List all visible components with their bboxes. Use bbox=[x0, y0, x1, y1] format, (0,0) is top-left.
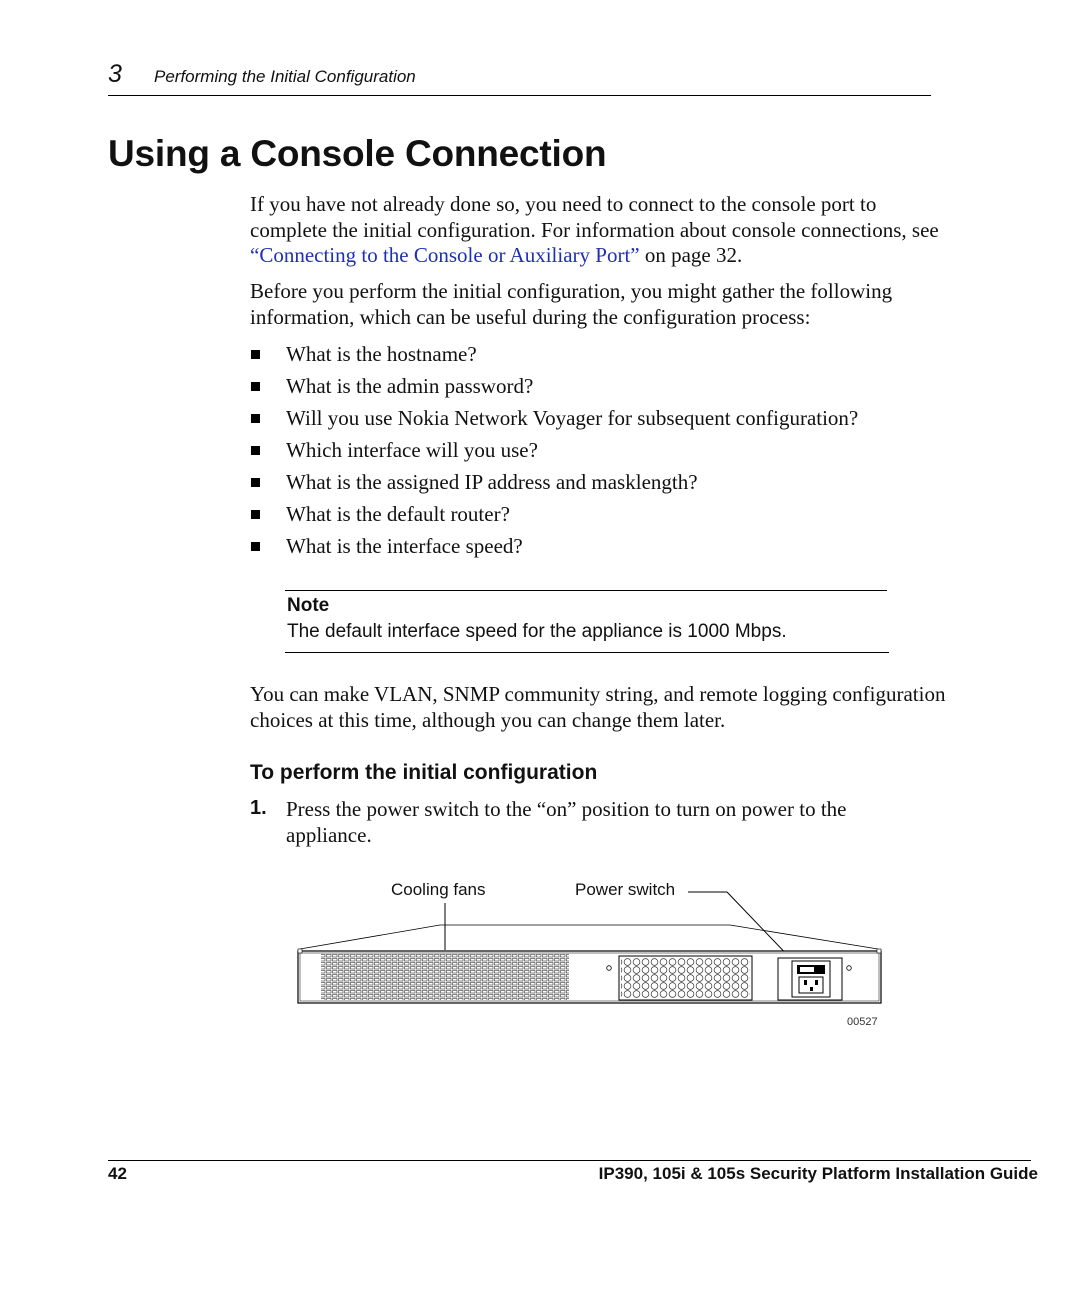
chapter-title: Performing the Initial Configuration bbox=[154, 67, 416, 86]
list-item: Will you use Nokia Network Voyager for subsequent configuration? bbox=[250, 406, 950, 438]
console-port-link[interactable]: “Connecting to the Console or Auxiliary Port” bbox=[250, 243, 640, 267]
figure-id: 00527 bbox=[847, 1016, 878, 1028]
note-bottom-rule bbox=[285, 652, 889, 653]
power-switch-label: Power switch bbox=[575, 880, 676, 899]
question-list bbox=[250, 342, 950, 566]
gather-paragraph: Before you perform the initial configuration, you might gather the following information, which can be useful during the configuration process: bbox=[250, 279, 893, 329]
page-number: 42 bbox=[108, 1164, 127, 1183]
list-item: What is the hostname? bbox=[250, 342, 950, 374]
note-top-rule bbox=[285, 590, 887, 591]
book-title: IP390, 105i & 105s Security Platform Installation Guide bbox=[598, 1164, 1038, 1183]
procedure-title: To perform the initial configuration bbox=[250, 761, 598, 784]
square-bullet-icon bbox=[251, 382, 260, 391]
list-item: What is the admin password? bbox=[250, 374, 950, 406]
footer-rule bbox=[108, 1160, 1031, 1161]
note-text: The default interface speed for the appliance is 1000 Mbps. bbox=[287, 621, 787, 642]
list-item: What is the interface speed? bbox=[250, 534, 950, 566]
square-bullet-icon bbox=[251, 446, 260, 455]
square-bullet-icon bbox=[251, 510, 260, 519]
appliance-rear-figure bbox=[290, 870, 890, 1040]
appliance-rear-panel-drawing bbox=[290, 870, 890, 1040]
list-item: What is the default router? bbox=[250, 502, 950, 534]
page-title: Using a Console Connection bbox=[108, 133, 607, 174]
square-bullet-icon bbox=[251, 350, 260, 359]
step-text: Press the power switch to the “on” position to turn on power to the appliance. bbox=[286, 797, 847, 847]
list-item: What is the assigned IP address and masklength? bbox=[250, 470, 950, 502]
list-item: Which interface will you use? bbox=[250, 438, 950, 470]
intro-paragraph bbox=[250, 192, 950, 269]
step-number: 1. bbox=[250, 797, 267, 819]
square-bullet-icon bbox=[251, 414, 260, 423]
square-bullet-icon bbox=[251, 542, 260, 551]
intro-page-ref: on page 32. bbox=[639, 243, 743, 267]
chapter-number: 3 bbox=[108, 60, 122, 88]
square-bullet-icon bbox=[251, 478, 260, 487]
vlan-paragraph: You can make VLAN, SNMP community string, and remote logging configuration choices at this time, although you can change them later. bbox=[250, 682, 946, 732]
note-label: Note bbox=[287, 595, 330, 616]
cooling-fans-label: Cooling fans bbox=[391, 880, 486, 899]
header-rule bbox=[108, 95, 931, 96]
intro-text: If you have not already done so, you need to connect to the console port to complete the initial configuration. For information about console connections, see bbox=[250, 192, 939, 242]
